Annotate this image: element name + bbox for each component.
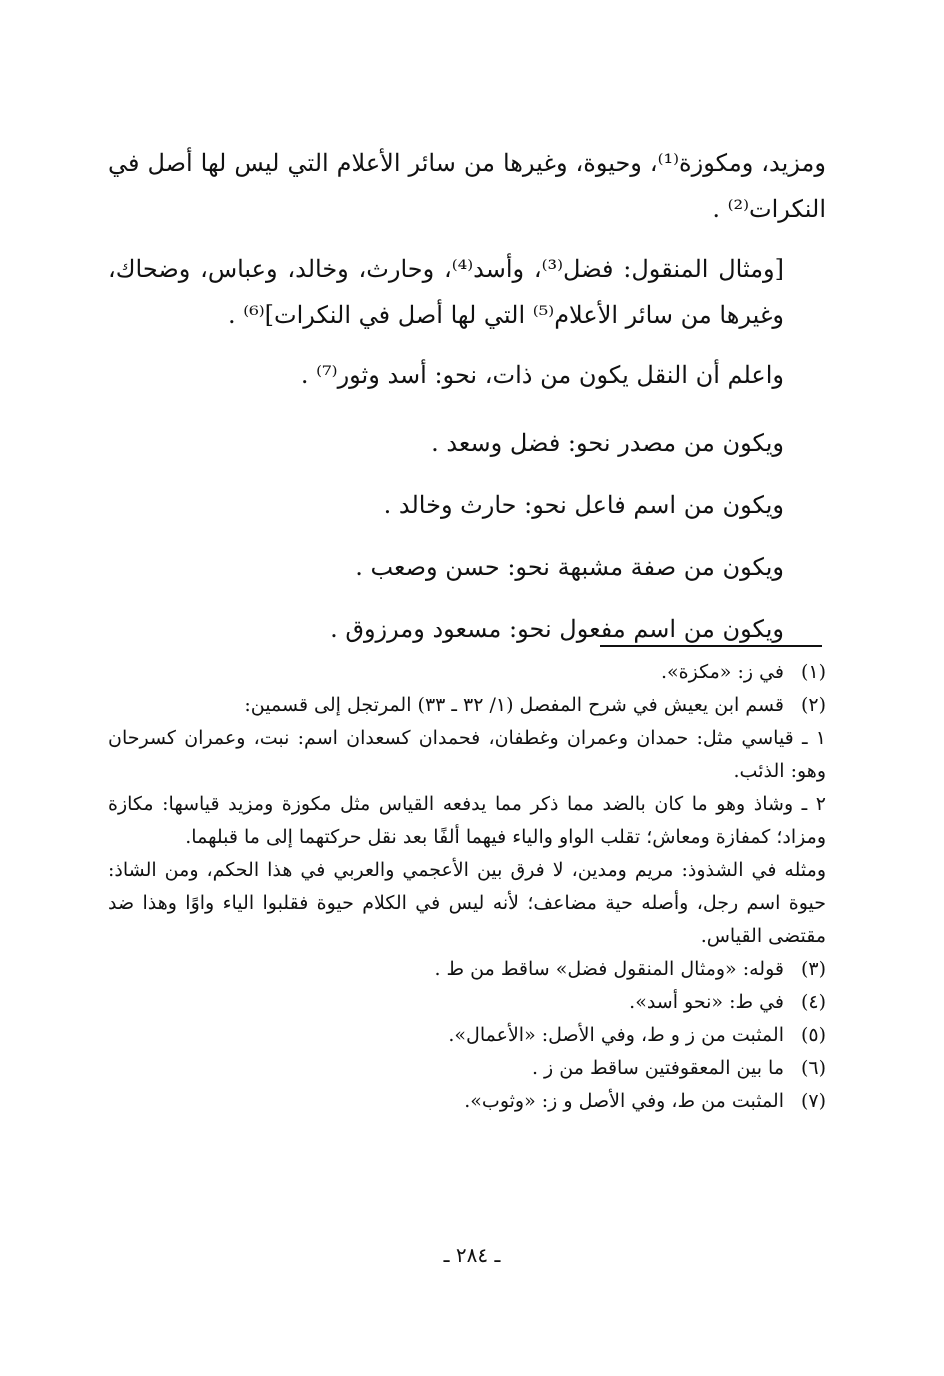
footnote-text: المثبت من ز و ط، وفي الأصل: «الأعمال». <box>448 1024 784 1046</box>
paragraph-3: واعلم أن النقل يكون من ذات، نحو: أسد وثور⁽⁷⁾ . <box>300 361 784 389</box>
footnote-text: المثبت من ط، وفي الأصل و ز: «وثوب». <box>464 1090 784 1112</box>
footnote-3 <box>108 953 826 986</box>
footnote-text: في ز: «مكزة». <box>661 661 784 683</box>
footnote-text: ما بين المعقوفتين ساقط من ز . <box>531 1057 784 1079</box>
footnote-text: قسم ابن يعيش في شرح المفصل (١/ ٣٢ ـ ٣٣) المرتجل إلى قسمين: <box>244 694 784 716</box>
footnote-7 <box>108 1085 826 1118</box>
footnote-4 <box>108 986 826 1019</box>
footnote-number: (٤) <box>800 991 826 1013</box>
main-text <box>108 140 826 660</box>
example-ism-fail: ويكون من اسم فاعل نحو: حارث وخالد . <box>383 491 784 519</box>
example-ism-maful: ويكون من اسم مفعول نحو: مسعود ومرزوق . <box>330 615 784 643</box>
paragraph-2: [ومثال المنقول: فضل⁽³⁾، وأسد⁽⁴⁾، وحارث، وخالد، وعباس، وضحاك، وغيرها من سائر الأعلام⁽⁵⁾ التي لها أصل في النكرات]⁽⁶⁾ . <box>108 255 785 329</box>
example-sifa-mushabbaha: ويكون من صفة مشبهة نحو: حسن وصعب . <box>355 553 784 581</box>
footnote-1 <box>108 656 826 689</box>
page-number: ـ ٢٨٤ ـ <box>443 1243 501 1267</box>
footnote-number: (٧) <box>800 1090 826 1112</box>
footnote-number: (١) <box>800 661 826 683</box>
footnote-2 <box>108 689 826 722</box>
paragraph-1: ومزيد، ومكوزة⁽¹⁾، وحيوة، وغيرها من سائر الأعلام التي ليس لها أصل في النكرات⁽²⁾ . <box>108 149 827 223</box>
footnote-number: (٢) <box>800 694 826 716</box>
footnote-separator <box>600 645 822 647</box>
example-masdar: ويكون من مصدر نحو: فضل وسعد . <box>431 429 784 457</box>
footnote-2-part-3: ومثله في الشذوذ: مريم ومدين، لا فرق بين الأعجمي والعربي في هذا الحكم، ومن الشاذ: حيوة اسم رجل، وأصله حية مضاعف؛ لأنه ليس في الكلام حيوة فقلبوا الياء واوًا وهذا ضد مقتضى القياس. <box>108 859 826 947</box>
footnote-2-part-2: ٢ ـ وشاذ وهو ما كان بالضد مما ذكر مما يدفعه القياس مثل مكوزة ومزيد قياسها: مكازة ومزاد؛ كمفازة ومعاش؛ تقلب الواو والياء فيهما ألفًا بعد نقل حركتهما إلى ما قبلهما. <box>108 793 826 848</box>
footnote-text: قوله: «ومثال المنقول فضل» ساقط من ط . <box>434 958 784 980</box>
footnotes <box>108 656 826 1118</box>
footnote-6 <box>108 1052 826 1085</box>
footnote-text: في ط: «نحو أسد». <box>629 991 784 1013</box>
footnote-number: (٣) <box>800 958 826 980</box>
footnote-5 <box>108 1019 826 1052</box>
footnote-2-part-1: ١ ـ قياسي مثل: حمدان وعمران وغطفان، فحمدان كسعدان اسم: نبت، وعمران كسرحان وهو: الذئب. <box>108 727 826 782</box>
footnote-number: (٥) <box>800 1024 826 1046</box>
footnote-number: (٦) <box>800 1057 826 1079</box>
